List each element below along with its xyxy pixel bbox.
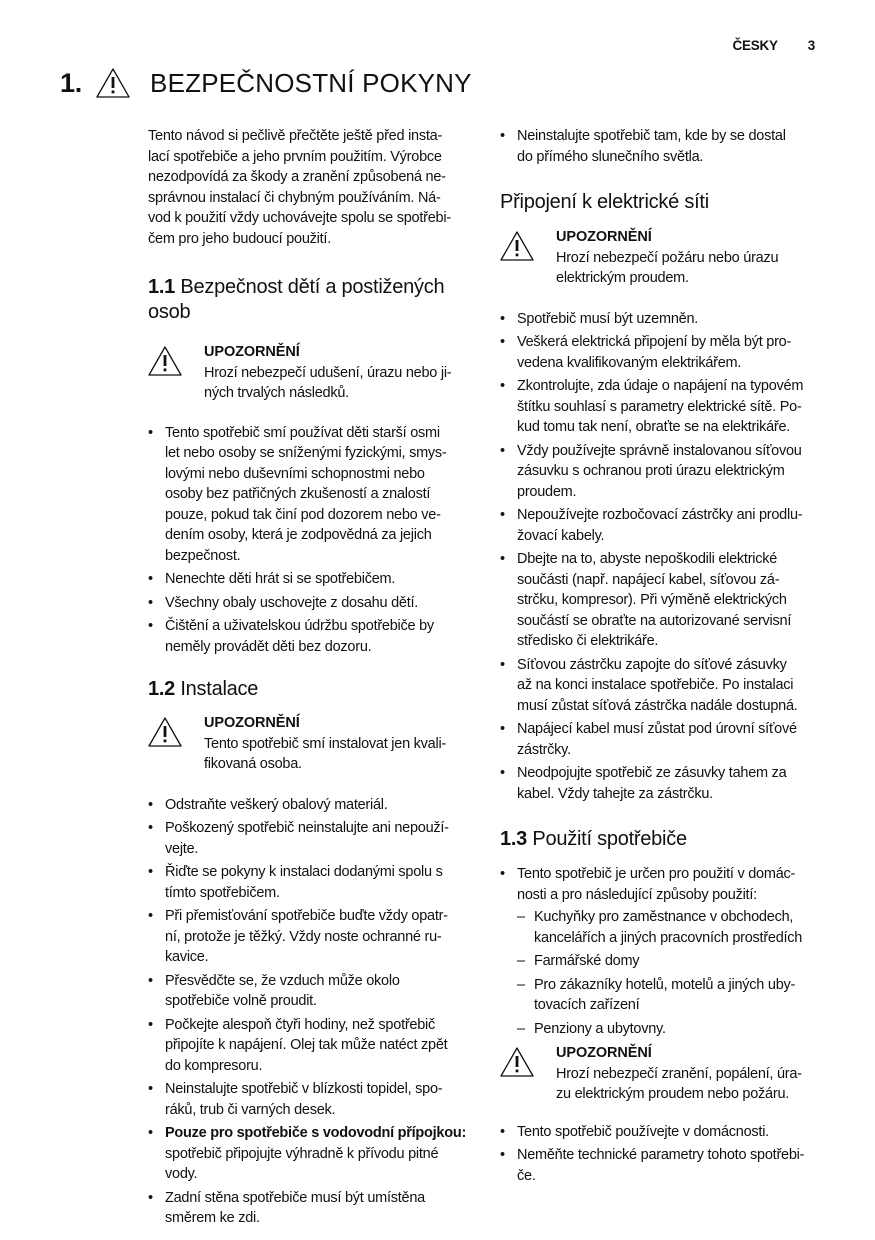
section-1-2-heading: 1.2 Instalace (148, 678, 259, 700)
warning-text: Hrozí nebezpečí zranění, popálení, úra- zu elektrickým proudem nebo požáru. (556, 1065, 802, 1102)
language-label: ČESKY (732, 38, 778, 53)
warning-box-installation (146, 713, 470, 775)
section-1-1-heading: 1.1 Bezpečnost dětí a postižených osob (148, 276, 445, 323)
list-item: • Neinstalujte spotřebič v blízkosti topidel, spo- ráků, trub či varných desek. (148, 1079, 470, 1120)
intro-paragraph: Tento návod si pečlivě přečtěte ještě před insta- lací spotřebiče a jeho prvním použitím. Výrobce nezodpovídá za škody a zranění způsobená ne- správnou instalací či chybným používáním. Ná- vod k použití vždy uchovávejte spolu se spotřebi- čem pro jeho budoucí použití. (148, 128, 451, 247)
warning-title: UPOZORNĚNÍ (204, 344, 300, 360)
warning-title: UPOZORNĚNÍ (556, 1045, 652, 1061)
electric-connection-heading: Připojení k elektrické síti (500, 191, 709, 213)
left-column (148, 126, 470, 1232)
warning-text: Tento spotřebič smí instalovat jen kvali- fikovaná osoba. (204, 735, 446, 772)
list-item: – Farmářské domy (517, 951, 822, 972)
warning-box-children (146, 342, 470, 404)
page-number: 3 (807, 38, 815, 53)
usage-list-2 (500, 1122, 822, 1187)
list-item: • Neinstalujte spotřebič tam, kde by se dostal do přímého slunečního světla. (500, 126, 822, 167)
list-item: • Pouze pro spotřebiče s vodovodní přípojkou: spotřebič připojujte výhradně k přívodu pitné vody. (148, 1123, 470, 1185)
warning-icon (498, 1045, 536, 1079)
list-item: • Přesvědčte se, že vzduch může okolo spotřebiče volně proudit. (148, 971, 470, 1012)
usage-list (500, 864, 822, 1039)
list-item: – Penziony a ubytovny. (517, 1019, 822, 1040)
list-item: • Poškozený spotřebič neinstalujte ani nepouží- vejte. (148, 818, 470, 859)
list-item: • Vždy používejte správně instalovanou síťovou zásuvku s ochranou proti úrazu elektrickým proudem. (500, 441, 822, 503)
warning-box-usage (498, 1043, 822, 1105)
chapter-title (60, 66, 472, 100)
list-item: – Kuchyňky pro zaměstnance v obchodech, kancelářích a jiných pracovních prostředích (517, 907, 822, 948)
warning-title: UPOZORNĚNÍ (556, 229, 652, 245)
warning-title: UPOZORNĚNÍ (204, 715, 300, 731)
usage-sublist (517, 907, 822, 1039)
list-item: • Tento spotřebič smí používat děti starší osmi let nebo osoby se sníženými fyzickými, smys- lovými nebo duševními schopnostmi nebo osoby bez patřičných zkušeností a znalostí pouze, pokud tak činí pod dozorem nebo ve- dením osoby, která je zodpovědná za jejich bezpečnost. (148, 423, 470, 567)
list-item: • Spotřebič musí být uzemněn. (500, 309, 822, 330)
installation-list (148, 795, 470, 1229)
page-header (732, 36, 815, 57)
list-item: • Všechny obaly uschovejte z dosahu dětí. (148, 593, 470, 614)
list-item: • Napájecí kabel musí zůstat pod úrovní síťové zástrčky. (500, 719, 822, 760)
warning-box-electric (498, 227, 822, 289)
children-safety-list (148, 423, 470, 658)
electric-list (500, 309, 822, 805)
list-item: • Řiďte se pokyny k instalaci dodanými spolu s tímto spotřebičem. (148, 862, 470, 903)
warning-text: Hrozí nebezpečí udušení, úrazu nebo ji- ných trvalých následků. (204, 364, 452, 401)
warning-icon (498, 229, 536, 263)
list-item: • Dbejte na to, abyste nepoškodili elektrické součásti (např. napájecí kabel, síťovou zá- strčku, kompresor). Při výměně elektrických součástí se obraťte na autorizované servisní středisko či elektrikáře. (500, 549, 822, 652)
chapter-number: 1. (60, 67, 83, 98)
warning-icon (146, 715, 184, 749)
list-item: • Veškerá elektrická připojení by měla být pro- vedena kvalifikovaným elektrikářem. (500, 332, 822, 373)
right-column (500, 126, 822, 1189)
chapter-title-text: BEZPEČNOSTNÍ POKYNY (150, 67, 472, 98)
list-item: • Tento spotřebič je určen pro použití v domác- nosti a pro následující způsoby použití: – Kuchyňky pro zaměstnance v obchodech, kancelářích a jiných pracovních prostředích – Farmářské domy – Pro zákazníky hotelů, motelů a jiných uby- tovacích zařízení – Penziony a ubytovny. (500, 864, 822, 1039)
list-item: • Tento spotřebič používejte v domácnosti. (500, 1122, 822, 1143)
list-item: • Zadní stěna spotřebiče musí být umístěna směrem ke zdi. (148, 1188, 470, 1229)
list-item: • Odstraňte veškerý obalový materiál. (148, 795, 470, 816)
list-item: • Neměňte technické parametry tohoto spotřebi- če. (500, 1145, 822, 1186)
list-item: • Při přemisťování spotřebiče buďte vždy opatr- ní, protože je těžký. Vždy noste ochranné ru- kavice. (148, 906, 470, 968)
list-item: • Nepoužívejte rozbočovací zástrčky ani prodlu- žovací kabely. (500, 505, 822, 546)
warning-icon (146, 344, 184, 378)
section-1-3-heading: 1.3 Použití spotřebiče (500, 828, 687, 850)
list-item: • Čištění a uživatelskou údržbu spotřebiče by neměly provádět děti bez dozoru. (148, 616, 470, 657)
list-item: • Neodpojujte spotřebič ze zásuvky tahem za kabel. Vždy tahejte za zástrčku. (500, 763, 822, 804)
list-item: – Pro zákazníky hotelů, motelů a jiných uby- tovacích zařízení (517, 975, 822, 1016)
list-item: • Počkejte alespoň čtyři hodiny, než spotřebič připojíte k napájení. Olej tak může natéct zpět do kompresoru. (148, 1015, 470, 1077)
list-item: • Síťovou zástrčku zapojte do síťové zásuvky až na konci instalace spotřebiče. Po instalaci musí zůstat síťová zástrčka nadále dostupná. (500, 655, 822, 717)
installation-list-continued (500, 126, 822, 167)
warning-triangle-icon (96, 66, 130, 100)
list-item: • Zkontrolujte, zda údaje o napájení na typovém štítku souhlasí s parametry elektrické sítě. Po- kud tomu tak není, obraťte se na elektrikáře. (500, 376, 822, 438)
warning-text: Hrozí nebezpečí požáru nebo úrazu elektrickým proudem. (556, 249, 779, 286)
list-item: • Nenechte děti hrát si se spotřebičem. (148, 569, 470, 590)
